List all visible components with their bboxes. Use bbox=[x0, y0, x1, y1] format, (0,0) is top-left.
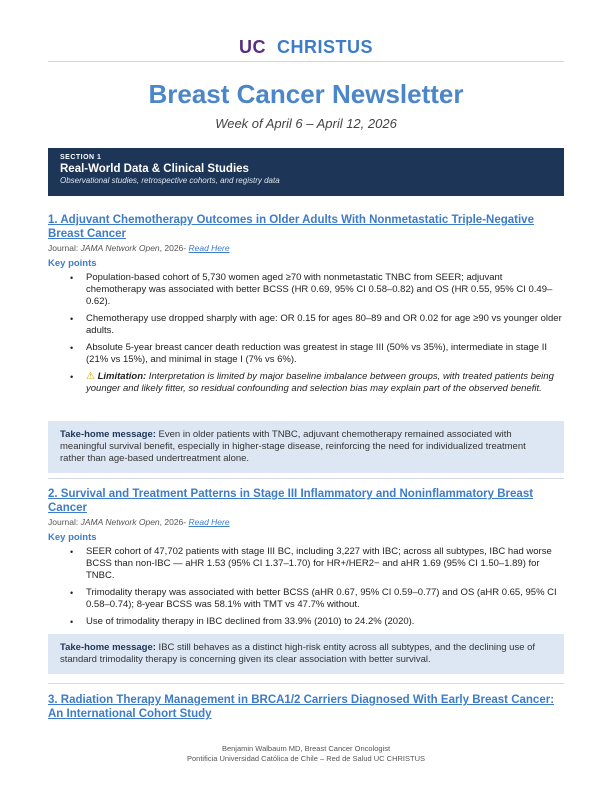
newsletter-week: Week of April 6 – April 12, 2026 bbox=[215, 116, 397, 131]
journal-name: JAMA Network Open bbox=[80, 243, 160, 253]
footer bbox=[0, 744, 612, 764]
article-title[interactable]: 1. Adjuvant Chemotherapy Outcomes in Older Adults With Nonmetastatic Triple-Negative Breast Cancer bbox=[48, 214, 534, 240]
article-title[interactable]: 3. Radiation Therapy Management in BRCA1/2 Carriers Diagnosed With Early Breast Cancer: An International Cohort Study bbox=[48, 694, 555, 720]
list-item: • Absolute 5-year breast cancer death reduction was greatest in stage III (50% vs 35%), intermediate in stage II (21% vs 15%), and minimal in stage I (7% vs 6%). bbox=[86, 342, 564, 366]
journal-line: Journal: JAMA Network Open, 2026- Read Here bbox=[48, 243, 230, 253]
list-item: • Use of trimodality therapy in IBC declined from 33.9% (2010) to 24.2% (2020). bbox=[86, 616, 564, 628]
limitation-text: Interpretation is limited by major baseline imbalance between groups, with treated patients being younger and likely fitter, so residual confounding and selection bias may explain part of the observed benefit. bbox=[86, 371, 554, 394]
list-item: • SEER cohort of 47,702 patients with stage III BC, including 3,227 with IBC; across all subtypes, IBC had worse BCSS than non-IBC — aHR 1.53 (95% CI 1.37–1.70) for HR+/HER2− and aHR 1.69 (95% CI 1.50–1.89) for TNBC. bbox=[86, 546, 564, 582]
list-item: • Trimodality therapy was associated with better BCSS (aHR 0.67, 95% CI 0.59–0.77) and OS (aHR 0.65, 95% CI 0.58–0.74); 8-year BCSS was 58.1% with TMT vs 47.7% without. bbox=[86, 587, 564, 611]
takehome-box-1 bbox=[48, 421, 564, 473]
takehome-text: IBC still behaves as a distinct high-risk entity across all subtypes, and the declining use of standard trimodality therapy is concerning given its clear association with better survival. bbox=[60, 642, 536, 665]
article-2 bbox=[48, 487, 564, 633]
article-divider bbox=[48, 683, 564, 684]
newsletter-title: Breast Cancer Newsletter bbox=[148, 79, 464, 109]
takehome-text: Even in older patients with TNBC, adjuvant chemotherapy remained associated with meaningful survival benefit, especially in higher-stage disease, reinforcing the need for individualized treatment rather than age-based undertreatment alone. bbox=[60, 429, 526, 464]
takehome-label: Take-home message: bbox=[60, 642, 156, 653]
section-title: Real-World Data & Clinical Studies bbox=[60, 163, 249, 175]
section-subtitle: Observational studies, retrospective cohorts, and registry data bbox=[60, 176, 280, 185]
brand-logo bbox=[0, 37, 612, 58]
list-item: • Population-based cohort of 5,730 women aged ≥70 with nonmetastatic TNBC from SEER; adjuvant chemotherapy was associated with better BCSS (HR 0.69, 95% CI 0.58–0.82) and OS (HR 0.55, 95% CI 0.49–0.62). bbox=[86, 272, 564, 308]
takehome-box-2 bbox=[48, 634, 564, 674]
limitation-item bbox=[86, 371, 564, 395]
read-here-link[interactable]: Read Here bbox=[188, 517, 230, 527]
limitation-label: Limitation: bbox=[97, 371, 147, 382]
list-item: • Chemotherapy use dropped sharply with age: OR 0.15 for ages 80–89 and OR 0.02 for age ≥90 vs younger older adults. bbox=[86, 313, 564, 337]
section-header bbox=[48, 148, 564, 196]
key-points-list bbox=[48, 272, 564, 395]
article-3 bbox=[48, 693, 564, 721]
key-points-list bbox=[48, 546, 564, 628]
journal-line: Journal: JAMA Network Open, 2026- Read Here bbox=[48, 517, 230, 527]
header-divider bbox=[48, 61, 564, 62]
journal-name: JAMA Network Open bbox=[80, 517, 160, 527]
brand-part-christus: CHRISTUS bbox=[277, 37, 374, 57]
footer-author: Benjamin Walbaum MD, Breast Cancer Oncologist bbox=[221, 744, 391, 753]
takehome-label: Take-home message: bbox=[60, 429, 156, 440]
key-points-label: Key points bbox=[48, 258, 97, 269]
warning-icon: ⚠ bbox=[86, 371, 95, 382]
footer-institution: Pontificia Universidad Católica de Chile – Red de Salud UC CHRISTUS bbox=[186, 754, 426, 763]
read-here-link[interactable]: Read Here bbox=[188, 243, 230, 253]
article-1 bbox=[48, 213, 564, 400]
key-points-label: Key points bbox=[48, 532, 97, 543]
article-divider bbox=[48, 478, 564, 479]
brand-part-uc: UC bbox=[238, 37, 266, 57]
section-label: SECTION 1 bbox=[60, 154, 102, 161]
article-title[interactable]: 2. Survival and Treatment Patterns in Stage III Inflammatory and Noninflammatory Breast Cancer bbox=[48, 488, 534, 514]
